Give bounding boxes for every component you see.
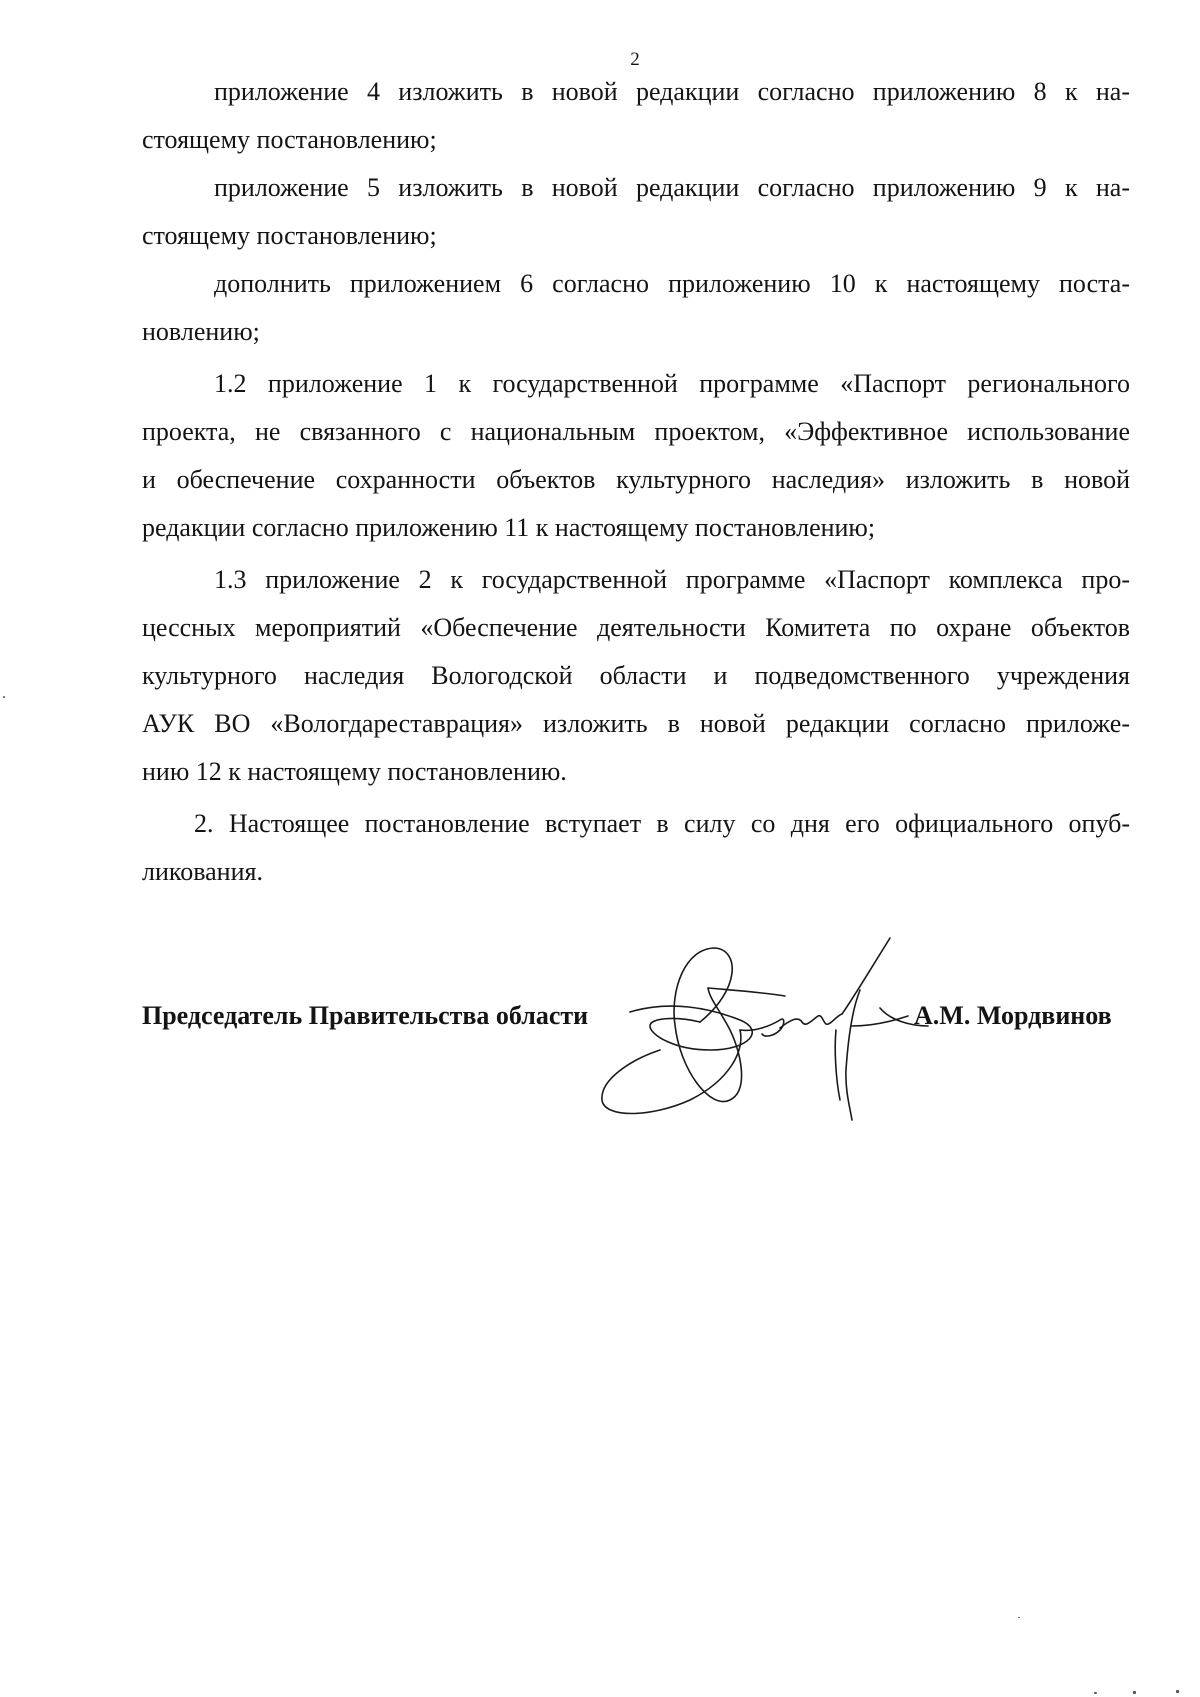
scan-speck xyxy=(1133,1691,1136,1694)
body-line: и обеспечение сохранности объектов культурного наследия» изложить в новой xyxy=(142,465,1130,494)
body-line: стоящему постановлению; xyxy=(142,125,437,154)
scan-speck xyxy=(3,696,5,698)
body-line: приложение 4 изложить в новой редакции согласно приложению 8 к на- xyxy=(214,77,1130,106)
body-line: АУК ВО «Вологдареставрация» изложить в новой редакции согласно приложе- xyxy=(142,709,1130,738)
body-line: цессных мероприятий «Обеспечение деятельности Комитета по охране объектов xyxy=(142,613,1130,642)
signer-name: А.М. Мордвинов xyxy=(914,1001,1112,1030)
body-line: дополнить приложением 6 согласно приложению 10 к настоящему поста- xyxy=(214,269,1130,298)
body-line: культурного наследия Вологодской области и подведомственного учреждения xyxy=(142,661,1130,690)
body-line: редакции согласно приложению 11 к настоящему постановлению; xyxy=(142,513,876,542)
scan-speck xyxy=(1094,1692,1097,1694)
page-number: 2 xyxy=(630,49,640,70)
body-line: 1.2 приложение 1 к государственной программе «Паспорт регионального xyxy=(214,369,1130,398)
body-line: 2. Настоящее постановление вступает в силу со дня его официального опуб- xyxy=(194,809,1130,838)
body-line: 1.3 приложение 2 к государственной программе «Паспорт комплекса про- xyxy=(214,565,1130,594)
body-line: нию 12 к настоящему постановлению. xyxy=(142,757,567,786)
handwritten-signature xyxy=(590,930,930,1130)
signer-position: Председатель Правительства области xyxy=(142,1001,589,1030)
body-line: приложение 5 изложить в новой редакции согласно приложению 9 к на- xyxy=(214,173,1130,202)
scan-speck xyxy=(1018,1617,1020,1618)
body-line: ликования. xyxy=(142,857,263,886)
body-line: проекта, не связанного с национальным проектом, «Эффективное использование xyxy=(142,417,1130,446)
body-line: стоящему постановлению; xyxy=(142,221,437,250)
body-line: новлению; xyxy=(142,317,260,346)
scan-speck xyxy=(1176,1690,1179,1693)
